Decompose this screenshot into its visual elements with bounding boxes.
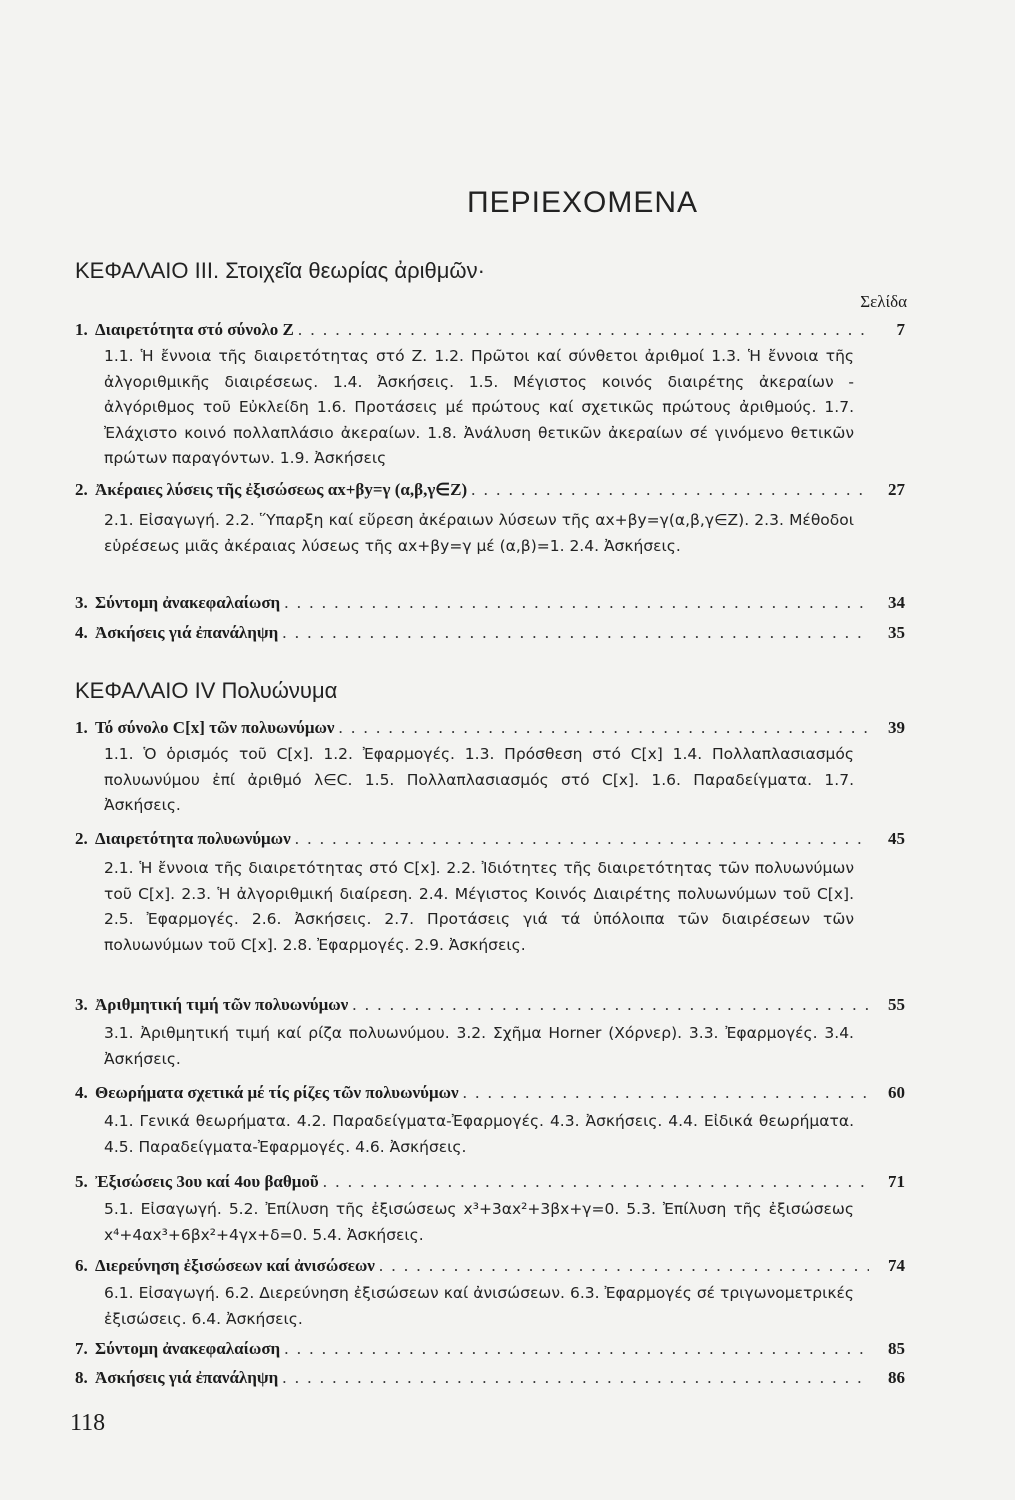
entry-subsections: 5.1. Εἰσαγωγή. 5.2. Ἐπίλυση τῆς ἐξισώσεως x³+3αx²+3βx+γ=0. 5.3. Ἐπίλυση τῆς ἐξισώσεως x⁴+4αx³+6βx²+4γx+δ=0. 5.4. Ἀσκήσεις. [104, 1200, 854, 1244]
toc-entry [75, 320, 905, 340]
toc-entry [75, 1339, 905, 1359]
entry-subsections: 2.1. Ἡ ἔννοια τῆς διαιρετότητας στό C[x]. 2.2. Ἰδιότητες τῆς διαιρετότητας τῶν πολυωνύμων τοῦ C[x]. 2.3. Ἡ ἀλγοριθμική διαίρεση. 2.4. Μέγιστος Κοινός Διαιρέτης πολυωνύμων τοῦ C[x]. 2.5. Ἐφαρμογές. 2.6. Ἀσκήσεις. 2.7. Προτάσεις γιά τά ὑπόλοιπα τῶν διαιρέσεων τῶν πολυωνύμων τοῦ C[x]. 2.8. Ἐφαρμογές. 2.9. Ἀσκήσεις. [104, 859, 854, 954]
toc-entry [75, 1172, 905, 1192]
toc-entry [75, 829, 905, 849]
leader-dots [379, 1256, 869, 1276]
leader-dots [298, 320, 869, 340]
entry-page: 71 [888, 1172, 905, 1191]
entry-number: 2. [75, 829, 88, 848]
chapter-4-heading: ΚΕΦΑΛΑΙΟ IV Πολυώνυμα [75, 678, 338, 703]
leader-dots [284, 1339, 869, 1359]
entry-subsections: 6.1. Εἰσαγωγή. 6.2. Διερεύνηση ἐξισώσεων καί ἀνισώσεων. 6.3. Ἐφαρμογές σέ τριγωνομετρικές ἐξισώσεις. 6.4. Ἀσκήσεις. [104, 1284, 854, 1328]
entry-number: 3. [75, 593, 88, 612]
entry-title: Ἀκέραιες λύσεις τῆς ἐξισώσεως αx+βy=γ (α,β,γ∈Ζ) [95, 480, 468, 499]
entry-page: 35 [888, 623, 905, 642]
leader-dots [282, 623, 869, 643]
entry-number: 8. [75, 1368, 88, 1387]
leader-dots [323, 1172, 869, 1192]
page-number: 118 [70, 1410, 106, 1436]
entry-title: Σύντομη ἀνακεφαλαίωση [95, 593, 281, 612]
page-title: ΠΕΡΙΕΧΟΜΕΝΑ [466, 186, 699, 219]
entry-title: Ἀσκήσεις γιά ἐπανάληψη [95, 1368, 279, 1387]
entry-page: 60 [888, 1083, 905, 1102]
toc-entry [75, 623, 905, 643]
entry-title: Ἐξισώσεις 3ου καί 4ου βαθμοῦ [95, 1172, 319, 1191]
entry-number: 2. [75, 480, 88, 499]
entry-title: Τό σύνολο C[x] τῶν πολυωνύμων [95, 718, 335, 737]
entry-title: Ἀσκήσεις γιά ἐπανάληψη [95, 623, 279, 642]
entry-page: 55 [888, 995, 905, 1014]
entry-page: 74 [888, 1256, 905, 1275]
leader-dots [282, 1368, 869, 1388]
toc-entry [75, 480, 905, 500]
chapter-3-heading: ΚΕΦΑΛΑΙΟ ΙΙΙ. Στοιχεῖα θεωρίας ἀριθμῶν· [75, 258, 485, 283]
entry-page: 86 [888, 1368, 905, 1387]
toc-entry [75, 718, 905, 738]
toc-entry [75, 1083, 905, 1103]
leader-dots [339, 718, 869, 738]
toc-entry [75, 1368, 905, 1388]
entry-number: 5. [75, 1172, 88, 1191]
entry-title: Διερεύνηση ἐξισώσεων καί ἀνισώσεων [95, 1256, 375, 1275]
entry-number: 4. [75, 623, 88, 642]
entry-page: 39 [888, 718, 905, 737]
entry-title: Διαιρετότητα στό σύνολο Ζ [95, 320, 294, 339]
entry-title: Διαιρετότητα πολυωνύμων [95, 829, 291, 848]
entry-title: Θεωρήματα σχετικά μέ τίς ρίζες τῶν πολυωνύμων [95, 1083, 459, 1102]
entry-number: 1. [75, 320, 88, 339]
entry-number: 7. [75, 1339, 88, 1358]
entry-subsections: 3.1. Ἀριθμητική τιμή καί ρίζα πολυωνύμου. 3.2. Σχῆμα Horner (Χόρνερ). 3.3. Ἐφαρμογές. 3.4. Ἀσκήσεις. [104, 1024, 854, 1068]
entry-page: 45 [888, 829, 905, 848]
leader-dots [352, 995, 869, 1015]
leader-dots [295, 829, 869, 849]
leader-dots [463, 1083, 869, 1103]
entry-page: 85 [888, 1339, 905, 1358]
entry-number: 6. [75, 1256, 88, 1275]
entry-number: 4. [75, 1083, 88, 1102]
entry-page: 27 [888, 480, 905, 499]
toc-entry [75, 593, 905, 613]
toc-entry [75, 1256, 905, 1276]
leader-dots [471, 480, 869, 500]
entry-number: 3. [75, 995, 88, 1014]
entry-title: Ἀριθμητική τιμή τῶν πολυωνύμων [95, 995, 349, 1014]
page-column-label: Σελίδα [860, 292, 907, 311]
leader-dots [284, 593, 869, 613]
toc-entry [75, 995, 905, 1015]
entry-subsections: 1.1. Ἡ ἔννοια τῆς διαιρετότητας στό Ζ. 1.2. Πρῶτοι καί σύνθετοι ἀριθμοί 1.3. Ἡ ἔννοια τῆς ἀλγοριθμικῆς διαιρέσεως. 1.4. Ἀσκήσεις. 1.5. Μέγιστος κοινός διαιρέτης ἀκεραίων - ἀλγόριθμος τοῦ Εὐκλείδη 1.6. Προτάσεις μέ πρώτους καί σχετικῶς πρώτους ἀριθμούς. 1.7. Ἐλάχιστο κοινό πολλαπλάσιο ἀκεραίων. 1.8. Ἀνάλυση θετικῶν ἀκεραίων σέ γινόμενο θετικῶν πρώτων παραγόντων. 1.9. Ἀσκήσεις [104, 347, 854, 467]
entry-subsections: 1.1. Ὁ ὁρισμός τοῦ C[x]. 1.2. Ἐφαρμογές. 1.3. Πρόσθεση στό C[x] 1.4. Πολλαπλασιασμός πολυωνύμου ἐπί ἀριθμό λ∈C. 1.5. Πολλαπλασιασμός στό C[x]. 1.6. Παραδείγματα. 1.7. Ἀσκήσεις. [104, 745, 854, 814]
entry-page: 34 [888, 593, 905, 612]
entry-subsections: 4.1. Γενικά θεωρήματα. 4.2. Παραδείγματα-Ἐφαρμογές. 4.3. Ἀσκήσεις. 4.4. Εἰδικά θεωρήματα. 4.5. Παραδείγματα-Ἐφαρμογές. 4.6. Ἀσκήσεις. [104, 1112, 854, 1156]
entry-title: Σύντομη ἀνακεφαλαίωση [95, 1339, 281, 1358]
entry-number: 1. [75, 718, 88, 737]
entry-page: 7 [896, 320, 905, 339]
entry-subsections: 2.1. Εἰσαγωγή. 2.2. Ὕπαρξη καί εὕρεση ἀκέραιων λύσεων τῆς αx+βy=γ(α,β,γ∈Ζ). 2.3. Μέθοδοι εὑρέσεως μιᾶς ἀκέραιας λύσεως τῆς αx+βy=γ μέ (α,β)=1. 2.4. Ἀσκήσεις. [104, 511, 854, 555]
